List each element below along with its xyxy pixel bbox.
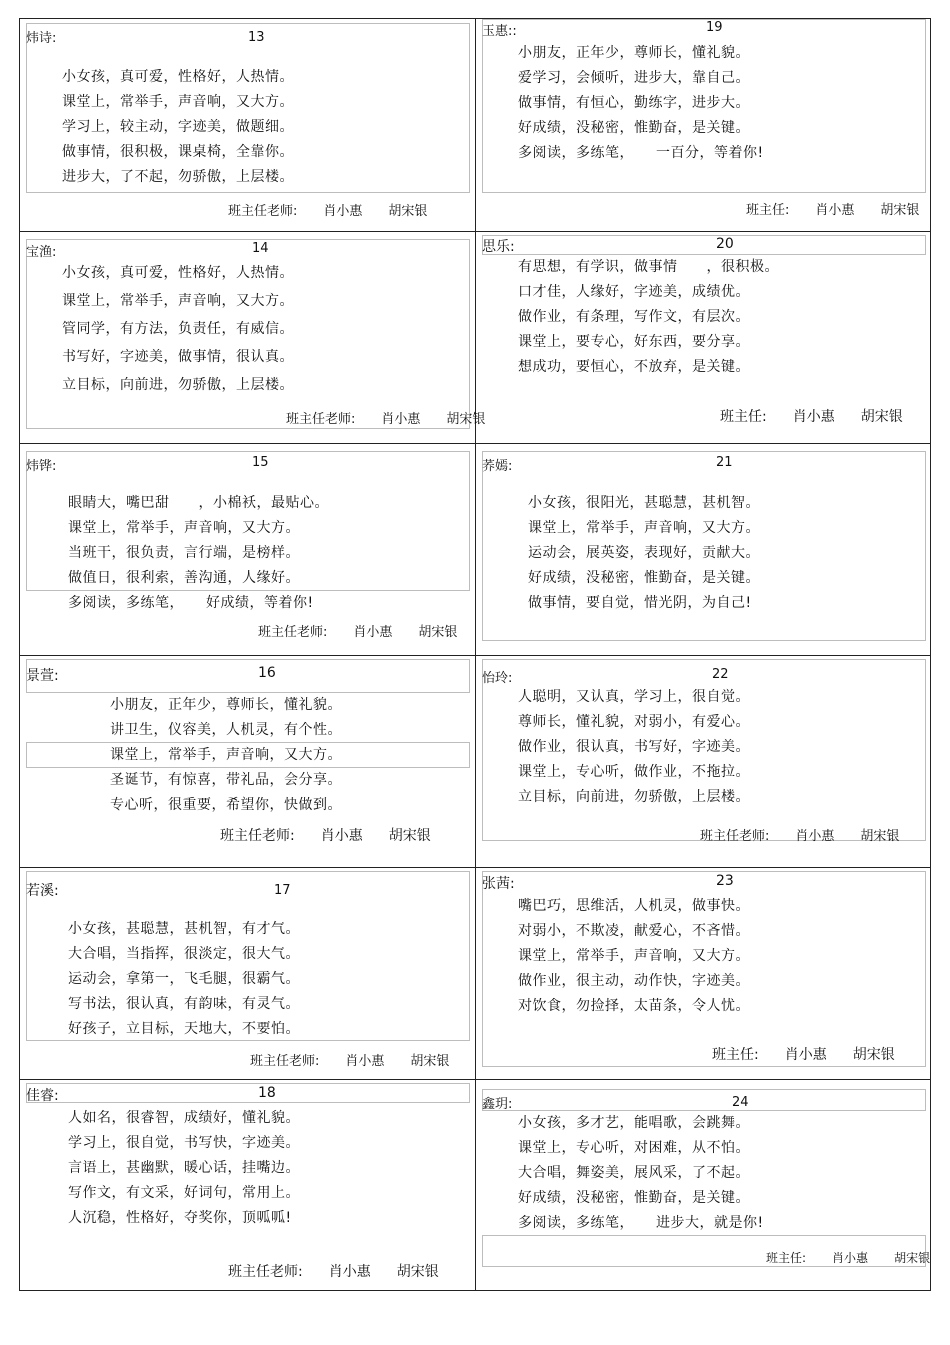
comment-line: 课堂上，常举手，声音响，又大方。 (518, 948, 750, 964)
signature-label: 班主任老师: (258, 625, 328, 640)
student-number: 16 (258, 665, 276, 681)
teacher-signature (286, 408, 485, 427)
student-card-21 (476, 443, 932, 655)
comment-line: 想成功，要恒心，不放弃，是关键。 (518, 359, 750, 375)
signature-label: 班主任老师: (220, 828, 295, 844)
comment-text (68, 917, 300, 1042)
comment-line: 课堂上，常举手，声音响，又大方。 (62, 293, 294, 309)
student-card-19 (476, 19, 932, 231)
card-frame (26, 659, 470, 693)
comment-sheet (19, 18, 931, 1291)
comment-line: 当班干，很负责，言行端，是榜样。 (68, 545, 300, 561)
student-number: 24 (732, 1095, 749, 1110)
student-number: 23 (716, 873, 734, 889)
student-name: 佳睿: (26, 1088, 59, 1104)
comment-line: 好成绩，没秘密，惟勤奋，是关键。 (518, 120, 750, 136)
teacher-name: 胡宋银 (880, 203, 920, 218)
comment-text (110, 693, 342, 818)
teacher-name: 肖小惠 (353, 625, 393, 640)
comment-text (62, 259, 294, 399)
teacher-signature (228, 200, 427, 219)
comment-line: 写作文，有文采，好词句，常用上。 (68, 1185, 300, 1201)
comment-text (518, 255, 779, 380)
student-name: 鑫玥: (482, 1097, 513, 1112)
teacher-name: 胡宋银 (894, 1251, 931, 1265)
comment-line: 言语上，甚幽默，暖心话，挂嘴边。 (68, 1160, 300, 1176)
comment-line: 立目标，向前进，勿骄傲，上层楼。 (62, 377, 294, 393)
teacher-signature (746, 199, 919, 218)
card-frame (482, 235, 926, 255)
comment-line: 专心听，很重要，希望你，快做到。 (110, 797, 342, 813)
teacher-name: 胡宋银 (388, 204, 428, 219)
comment-text (518, 894, 750, 1019)
comment-line: 小女孩，真可爱，性格好，人热情。 (62, 265, 294, 281)
signature-label: 班主任: (766, 1251, 807, 1265)
student-card-15 (20, 443, 476, 655)
signature-label: 班主任老师: (228, 204, 298, 219)
signature-label: 班主任: (712, 1047, 759, 1063)
comment-line: 运动会，展英姿，表现好，贡献大。 (528, 545, 760, 561)
teacher-name: 胡宋银 (418, 625, 458, 640)
teacher-name: 肖小惠 (323, 204, 363, 219)
teacher-signature (258, 621, 457, 640)
comment-line: 进步大，了不起，勿骄傲，上层楼。 (62, 169, 294, 185)
comment-line: 课堂上，常举手，声音响，又大方。 (62, 94, 294, 110)
comment-line: 课堂上，常举手，声音响，又大方。 (68, 520, 300, 536)
teacher-name: 肖小惠 (345, 1054, 385, 1069)
comment-line: 学习上，较主动，字迹美，做题细。 (62, 119, 294, 135)
comment-line: 小女孩，真可爱，性格好，人热情。 (62, 69, 294, 85)
teacher-signature (720, 406, 903, 426)
student-name: 炜诗: (26, 31, 57, 46)
comment-line: 好孩子，立目标，天地大，不要怕。 (68, 1021, 300, 1037)
student-number: 22 (712, 667, 729, 682)
teacher-name: 肖小惠 (784, 1047, 827, 1063)
comment-line: 写书法，很认真，有韵味，有灵气。 (68, 996, 300, 1012)
student-number: 18 (258, 1085, 276, 1101)
student-card-17 (20, 867, 476, 1079)
comment-line: 小女孩，甚聪慧，甚机智，有才气。 (68, 921, 300, 937)
comment-line: 运动会，拿第一，飞毛腿，很霸气。 (68, 971, 300, 987)
comment-line: 课堂上，常举手，声音响，又大方。 (528, 520, 760, 536)
comment-line: 口才佳，人缘好，字迹美，成绩优。 (518, 284, 750, 300)
teacher-name: 肖小惠 (795, 829, 835, 844)
teacher-name: 肖小惠 (320, 828, 363, 844)
teacher-name: 肖小惠 (792, 409, 835, 425)
comment-line: 好成绩，没秘密，惟勤奋，是关键。 (528, 570, 760, 586)
student-card-24 (476, 1079, 932, 1291)
comment-line: 做事情，很积极，课桌椅，全靠你。 (62, 144, 294, 160)
signature-label: 班主任老师: (228, 1264, 303, 1280)
teacher-name: 肖小惠 (815, 203, 855, 218)
comment-line: 小朋友，正年少，尊师长，懂礼貌。 (110, 697, 342, 713)
teacher-name: 胡宋银 (860, 409, 903, 425)
student-name: 玉惠:: (482, 24, 517, 39)
student-number: 21 (716, 455, 733, 470)
student-number: 17 (274, 883, 291, 898)
comment-line: 小女孩，很阳光，甚聪慧，甚机智。 (528, 495, 760, 511)
teacher-name: 肖小惠 (381, 412, 421, 427)
signature-label: 班主任: (746, 203, 790, 218)
student-number: 20 (716, 236, 734, 252)
comment-line: 讲卫生，仪容美，人机灵，有个性。 (110, 722, 342, 738)
teacher-name: 胡宋银 (410, 1054, 450, 1069)
comment-line: 做事情，有恒心，勤练字，进步大。 (518, 95, 750, 111)
comment-line: 做作业，很认真，书写好，字迹美。 (518, 739, 750, 755)
comment-line: 圣诞节，有惊喜，带礼品，会分享。 (110, 772, 342, 788)
comment-line: 人聪明，又认真，学习上，很自觉。 (518, 689, 750, 705)
student-name: 宝渔: (26, 245, 57, 260)
comment-line: 课堂上，专心听，对困难，从不怕。 (518, 1140, 750, 1156)
comment-line: 做值日，很利索，善沟通，人缘好。 (68, 570, 300, 586)
student-card-13 (20, 19, 476, 231)
card-frame (26, 1083, 470, 1103)
signature-label: 班主任老师: (700, 829, 770, 844)
comment-line: 大合唱，当指挥，很淡定，很大气。 (68, 946, 300, 962)
student-name: 荞嫣: (482, 459, 513, 474)
student-name: 炜铧: (26, 459, 57, 474)
comment-line: 对饮食，勿捡择，太苗条，令人忧。 (518, 998, 750, 1014)
student-card-16 (20, 655, 476, 867)
comment-line: 嘴巴巧，思维活，人机灵，做事快。 (518, 898, 750, 914)
comment-line: 做事情，要自觉，惜光阴，为自己! (528, 595, 752, 611)
student-card-23 (476, 867, 932, 1079)
comment-line: 大合唱，舞姿美，展风采，了不起。 (518, 1165, 750, 1181)
teacher-name: 胡宋银 (446, 412, 486, 427)
student-number: 14 (252, 241, 269, 256)
comment-line: 小女孩，多才艺，能唱歌，会跳舞。 (518, 1115, 750, 1131)
comment-line: 爱学习，会倾听，进步大，靠自己。 (518, 70, 750, 86)
comment-line: 课堂上，专心听，做作业，不拖拉。 (518, 764, 750, 780)
comment-text (528, 491, 760, 616)
comment-line: 对弱小，不欺凌，献爱心，不吝惜。 (518, 923, 750, 939)
teacher-signature (712, 1044, 895, 1064)
student-number: 13 (248, 30, 265, 45)
student-card-14 (20, 231, 486, 443)
comment-line: 小朋友，正年少，尊师长，懂礼貌。 (518, 45, 750, 61)
student-name: 思乐: (482, 239, 515, 255)
teacher-signature (700, 825, 899, 844)
teacher-signature (766, 1249, 930, 1266)
comment-line: 立目标，向前进，勿骄傲，上层楼。 (518, 789, 750, 805)
teacher-name: 胡宋银 (852, 1047, 895, 1063)
comment-line: 书写好，字迹美，做事情，很认真。 (62, 349, 294, 365)
signature-label: 班主任: (720, 409, 767, 425)
student-card-18 (20, 1079, 476, 1291)
teacher-name: 肖小惠 (328, 1264, 371, 1280)
student-name: 张茜: (482, 876, 515, 892)
teacher-signature (220, 825, 431, 845)
student-card-22 (476, 655, 932, 867)
comment-text (68, 491, 329, 616)
signature-label: 班主任老师: (286, 412, 356, 427)
comment-line: 课堂上，要专心，好东西，要分享。 (518, 334, 750, 350)
comment-line: 好成绩，没秘密，惟勤奋，是关键。 (518, 1190, 750, 1206)
comment-line: 做作业，有条理，写作文，有层次。 (518, 309, 750, 325)
comment-line: 课堂上，常举手，声音响，又大方。 (110, 747, 342, 763)
comment-line: 尊师长，懂礼貌，对弱小，有爱心。 (518, 714, 750, 730)
signature-label: 班主任老师: (250, 1054, 320, 1069)
student-card-20 (476, 231, 932, 443)
comment-line: 管同学，有方法，负责任，有威信。 (62, 321, 294, 337)
comment-line: 多阅读，多练笔， 好成绩，等着你! (68, 595, 314, 611)
comment-line: 学习上，很自觉，书写快，字迹美。 (68, 1135, 300, 1151)
teacher-signature (228, 1261, 439, 1281)
comment-text (518, 1111, 764, 1236)
student-number: 19 (706, 20, 723, 35)
comment-line: 多阅读，多练笔， 进步大，就是你! (518, 1215, 764, 1231)
comment-line: 多阅读，多练笔， 一百分，等着你! (518, 145, 764, 161)
comment-line: 有思想，有学识，做事情 ，很积极。 (518, 259, 779, 275)
student-number: 15 (252, 455, 269, 470)
student-name: 若溪: (26, 883, 59, 899)
teacher-name: 胡宋银 (396, 1264, 439, 1280)
card-frame (482, 1089, 926, 1111)
teacher-name: 胡宋银 (388, 828, 431, 844)
student-name: 景萱: (26, 668, 59, 684)
teacher-name: 肖小惠 (832, 1251, 869, 1265)
comment-text (62, 65, 294, 190)
comment-line: 人沉稳，性格好，夺奖你，顶呱呱! (68, 1210, 292, 1226)
comment-line: 做作业，很主动，动作快，字迹美。 (518, 973, 750, 989)
comment-line: 眼睛大，嘴巴甜 ，小棉袄，最贴心。 (68, 495, 329, 511)
comment-text (518, 41, 764, 166)
teacher-name: 胡宋银 (860, 829, 900, 844)
student-name: 怡玲: (482, 671, 513, 686)
teacher-signature (250, 1050, 449, 1069)
comment-line: 人如名，很睿智，成绩好，懂礼貌。 (68, 1110, 300, 1126)
comment-text (518, 685, 750, 810)
comment-text (68, 1106, 300, 1231)
